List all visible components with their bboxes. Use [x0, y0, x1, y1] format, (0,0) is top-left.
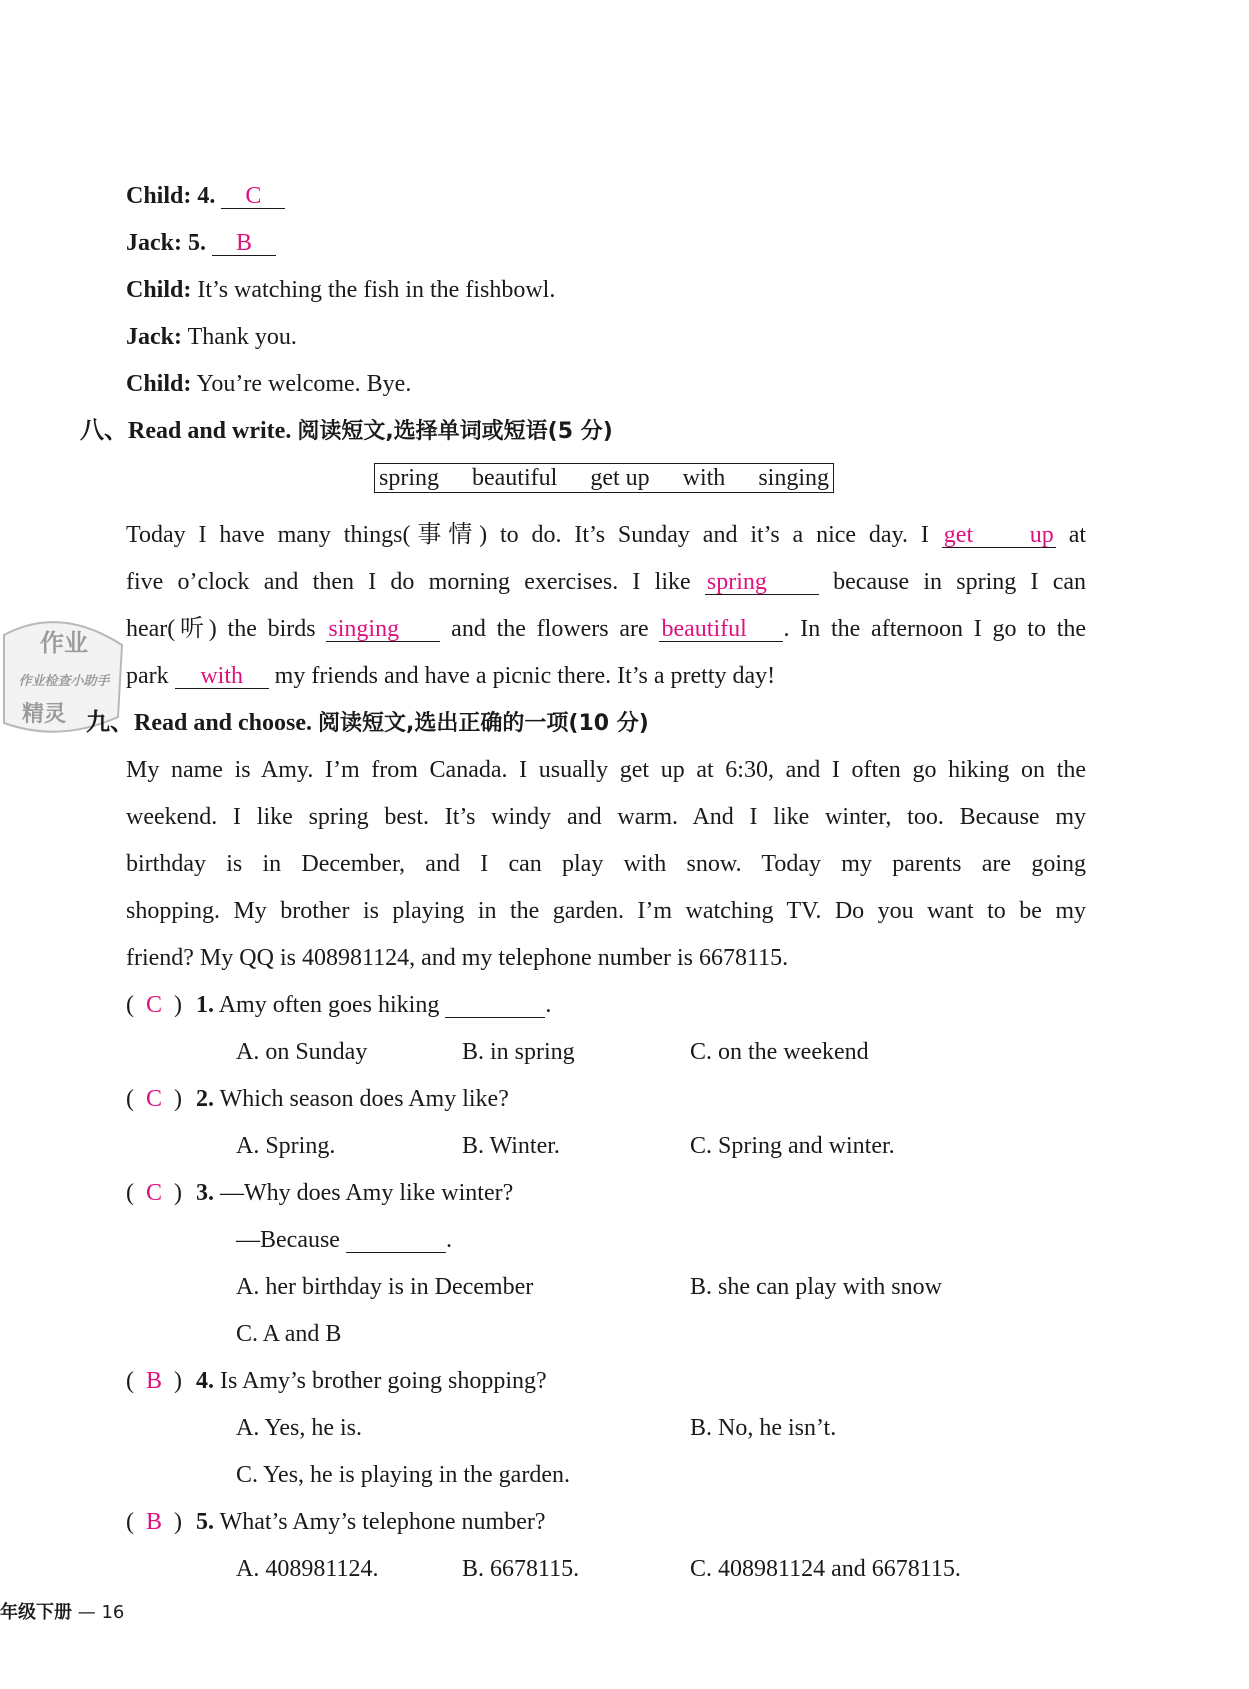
answer-blank[interactable]: singing — [326, 617, 440, 642]
option-b[interactable]: B. Winter. — [462, 1133, 560, 1159]
answer-blank[interactable]: beautiful — [659, 617, 783, 642]
dialogue-text: Thank you. — [187, 324, 297, 350]
section-number: 八、 — [80, 418, 128, 444]
option-b[interactable]: B. in spring — [462, 1039, 575, 1065]
section-8-heading — [80, 419, 613, 443]
stamp-text-2: 作业检查小助手 — [18, 674, 110, 689]
question-text: —Why does Amy like winter? — [220, 1180, 514, 1206]
option-c[interactable]: C. 408981124 and 6678115. — [690, 1556, 961, 1582]
footer-text: 年级下册 — [0, 1602, 72, 1623]
question-text: Amy often goes hiking — [218, 992, 440, 1018]
word-bank — [374, 463, 834, 493]
page-number: — 16 — [77, 1602, 125, 1623]
option-a[interactable]: A. 408981124. — [236, 1556, 379, 1582]
word-bank-item: get up — [590, 464, 650, 491]
section-title: Read and choose. — [134, 710, 313, 736]
question-number: 2. — [196, 1086, 214, 1112]
passage-line: Today I have many things(事情) to do. It’s Sunday and it’s a nice day. I get up at — [126, 522, 1087, 548]
answer-letter: C — [146, 1180, 163, 1206]
section-title: Read and write. — [128, 418, 292, 444]
word-bank-item: with — [682, 464, 726, 491]
question-text: Is Amy’s brother going shopping? — [220, 1368, 547, 1394]
question-number: 5. — [196, 1509, 214, 1535]
option-c[interactable]: C. Spring and winter. — [690, 1133, 895, 1159]
answer-letter: C — [146, 992, 163, 1018]
passage-line: weekend. I like spring best. It’s windy and warm. And I like winter, too. Because my — [126, 804, 1086, 830]
answer-blank[interactable]: spring — [705, 570, 819, 595]
answer-letter: C — [146, 1086, 163, 1112]
option-b[interactable]: B. No, he isn’t. — [690, 1415, 837, 1441]
question-2 — [126, 1087, 509, 1111]
dialogue-line: Child: You’re welcome. Bye. — [126, 371, 412, 397]
answer-paren[interactable]: ( B ) — [126, 1368, 183, 1394]
passage-line: My name is Amy. I’m from Canada. I usually get up at 6:30, and I often go hiking on the — [126, 757, 1086, 783]
word-bank-item: singing — [758, 464, 829, 491]
answer-paren[interactable]: ( C ) — [126, 1180, 183, 1206]
question-number: 3. — [196, 1180, 214, 1206]
section-number: 九、 — [86, 710, 134, 736]
answer-paren[interactable]: ( B ) — [126, 1509, 183, 1535]
passage-line: shopping. My brother is playing in the garden. I’m watching TV. Do you want to be my — [126, 898, 1086, 924]
question-blank — [346, 1228, 446, 1253]
speaker: Jack — [126, 230, 174, 256]
passage-line: birthday is in December, and I can play with snow. Today my parents are going — [126, 851, 1086, 877]
word-bank-item: spring — [379, 464, 439, 491]
question-blank — [445, 993, 545, 1018]
passage-line: friend? My QQ is 408981124, and my telephone number is 6678115. — [126, 945, 789, 971]
dialogue-line-5: Jack: 5. B — [126, 231, 276, 256]
speaker: Jack — [126, 324, 174, 350]
answer-paren[interactable]: ( C ) — [126, 992, 183, 1018]
question-1: ( C ) 1. Amy often goes hiking . — [126, 992, 552, 1018]
item-number: 5. — [188, 230, 206, 256]
stamp-text-1: 作业 — [40, 629, 88, 657]
answer-letter: B — [146, 1368, 163, 1394]
page-footer — [0, 1598, 124, 1624]
answer-blank[interactable]: C — [221, 184, 285, 209]
dialogue-text: It’s watching the fish in the fishbowl. — [197, 277, 556, 303]
option-c[interactable]: C. on the weekend — [690, 1039, 869, 1065]
word-bank-item: beautiful — [472, 464, 558, 491]
option-b[interactable]: B. she can play with snow — [690, 1274, 942, 1300]
answer-blank[interactable]: with — [175, 664, 269, 689]
item-number: 4. — [197, 183, 216, 209]
section-9-heading — [80, 711, 649, 735]
passage-line: hear(听) the birds singing and the flowers are beautiful . In the afternoon I go to the — [126, 616, 1087, 642]
speaker: Child — [126, 183, 184, 209]
option-c[interactable]: C. Yes, he is playing in the garden. — [236, 1462, 570, 1488]
question-3 — [126, 1181, 513, 1205]
section-instruction: 阅读短文,选出正确的一项(10 分) — [318, 711, 649, 736]
question-5 — [126, 1510, 546, 1534]
question-text: What’s Amy’s telephone number? — [219, 1509, 546, 1535]
option-b[interactable]: B. 6678115. — [462, 1556, 580, 1582]
passage-line: five o’clock and then I do morning exercises. I like spring because in spring I can — [126, 569, 1087, 595]
answer-paren[interactable]: ( C ) — [126, 1086, 183, 1112]
stamp-text-3: 精灵 — [21, 702, 67, 727]
speaker: Child — [126, 371, 184, 397]
section-instruction: 阅读短文,选择单词或短语(5 分) — [297, 419, 613, 444]
question-number: 4. — [196, 1368, 214, 1394]
option-a[interactable]: A. Yes, he is. — [236, 1415, 363, 1441]
question-number: 1. — [196, 992, 214, 1018]
option-c[interactable]: C. A and B — [236, 1321, 342, 1347]
option-a[interactable]: A. on Sunday — [236, 1039, 368, 1065]
option-a[interactable]: A. her birthday is in December — [236, 1274, 534, 1300]
dialogue-line-4: Child: 4. C — [126, 184, 285, 209]
option-a[interactable]: A. Spring. — [236, 1133, 336, 1159]
dialogue-line: Child: It’s watching the fish in the fishbowl. — [126, 277, 556, 303]
question-text: Which season does Amy like? — [219, 1086, 509, 1112]
answer-blank[interactable]: B — [212, 231, 276, 256]
passage-line: park with my friends and have a picnic there. It’s a pretty day! — [126, 663, 776, 689]
question-4 — [126, 1369, 547, 1393]
answer-blank[interactable]: get up — [943, 522, 1054, 548]
answer-letter: B — [146, 1509, 163, 1535]
question-subtext: —Because . — [236, 1227, 452, 1253]
dialogue-text: You’re welcome. Bye. — [196, 371, 412, 397]
dialogue-line: Jack: Thank you. — [126, 324, 297, 350]
speaker: Child — [126, 277, 184, 303]
